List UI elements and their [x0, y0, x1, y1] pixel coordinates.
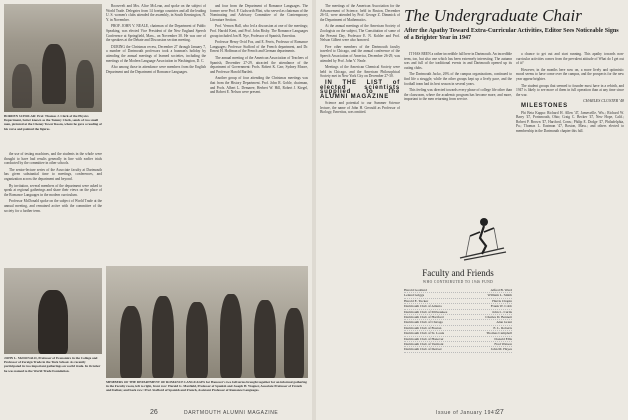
mcdonald-portrait: [4, 268, 102, 354]
list-item-name: Dartmouth Club of Denver: [404, 347, 442, 352]
paragraph: The senior-lecture series of the Associate faculty at Dartmouth has given substantial time to meetings, conferences, and organization across the department and beyond.: [4, 167, 102, 181]
faculty-friends-subtitle: WHO CONTRIBUTED TO 1946 FUND: [422, 280, 494, 284]
list-item: [404, 347, 512, 352]
paragraph: IT HAS BEEN a rather incredible fall here in Dartmouth. An incredible term, too, but also one which has been extremely interesting. The autumn was and full of the traditional events in and Dartmouth opened up its outing clubs.: [404, 52, 512, 70]
list-item-name: Harold E. Tucker: [404, 298, 429, 303]
left-col-2: [106, 4, 206, 264]
faculty-friends-heading: Faculty and Friends: [422, 268, 494, 278]
paragraph: The meetings of the American Association for the Advancement of Science, held in Boston, December 26-31, were attended by Prof. George Z. Dimmick of the Department of Mathematics.: [320, 4, 400, 22]
article-deck: After the Apathy Toward Extra-Curricular Activities, Editor Sees Noticeable Signs of a Brighter Year in 1947: [404, 28, 619, 42]
list-item-name: John M. Hayes: [490, 347, 512, 352]
paragraph: and four from the Department of Romance Languages. The former were Prof. F. Cudworth Flint, who served as chairman of the Nominating and Advisory Committee of the Contemporary Literature Section.: [210, 4, 308, 22]
skier-illustration: [456, 214, 508, 262]
list-item-name: William L. Smith: [487, 293, 512, 298]
list-item-name: E. L. Roberts: [493, 325, 512, 330]
paragraph: Roosevelt and Mrs. Alice McLean, and spoke on the subject of World Trade. Delegates from 14 foreign countries and all the leading U. S. women's clubs attended the assembly, in South Kensington, N. Y. in November.: [106, 4, 206, 22]
faculty-friends-list: [404, 288, 512, 353]
milestones-text: Phi Beta Kappa: Richard H. Allen '47, Jamesville, Wis.; Richard W. Barry '47, Portsmouth, Ohio; Craig C. Becker '47, New Hope, Calif.; Robert P. Brown '47, Hartford, Conn.; Philip E. Dodge '47, Philadelphia, Pa.; Thomas L. Eastman '47, Boston, Mass.; and others elected to membership in the Dartmouth chapter this fall.: [516, 110, 624, 133]
left-page-footer: DARTMOUTH ALUMNI MAGAZINE: [184, 410, 279, 416]
list-item-name: Fred Watson: [494, 342, 512, 347]
list-item-name: Leland Griggs: [404, 293, 425, 298]
photo-caption: BORDEN SCHOLAR: Prof. Thomas J. Clark of the Physics Department, better known as the Tommy Clark, sends of two small men, pictured at the Cheney Tower Room, where he gave a reading of his verse and painted the figures.: [4, 114, 102, 131]
right-page-footer: Issue of January 1947: [436, 410, 498, 416]
paragraph: Five other members of the Dartmouth faculty traveled to Chicago, and the annual conference of the Speech Association of America, December 26-29, was attended by Prof. John V. Neale.: [320, 44, 400, 63]
paragraph: Meetings of the American Chemical Society were held in Chicago, and the American Philosophical Society met in New York City on December 27-30.: [320, 65, 400, 79]
right-page-number: 27: [496, 409, 504, 416]
right-col-1: [320, 4, 400, 404]
list-item-name: Frank W. Cobb: [490, 304, 512, 309]
paragraph: The student groups that seemed to founder most have in a rebirth, and 1947 is likely to see more of them in full operation than at any time since the war.: [516, 83, 624, 97]
page-title: The Undergraduate Chair: [404, 6, 582, 25]
right-page: [316, 0, 628, 420]
paragraph: The annual meeting of the American Association of Teachers of Spanish, December 27-29, attracted the attendance of the department of Government: Profs. Robert K. Carr, Sydney Moore, and Professor Harold Bartlett.: [210, 55, 308, 74]
paragraph: PROF. JOHN V. NEALE, chairman of the Department of Public Speaking, was elected Vice President of the New England Speech Conference at Springfield, Mass., on November 30. He was one of the speakers at the Debate and Discussion section meeting.: [106, 24, 206, 43]
paragraph: a chance to get out and start running. This apathy towards non-curricular activities comes from the prevalent attitude of What do I get out of it?: [516, 52, 624, 66]
list-item-name: Alfred B. Ward: [490, 288, 512, 292]
scholar-photo: [4, 4, 102, 112]
paragraph: Another group of four attending the Christmas meetings was that from the History Department. Prof. John R. Goble, chairman, and Profs. Albert L. Demaree, Herbert W. Hill, Robert J. Kiegel, and Robert E. Nelson were present.: [210, 76, 308, 95]
list-item-name: Charles D. Bennett: [485, 315, 512, 320]
left-col-1: [4, 152, 102, 264]
list-item-name: Dartmouth Club of Vermont: [404, 342, 444, 347]
left-col-3: [210, 4, 308, 264]
list-item-name: Dartmouth Club of Atlanta: [404, 304, 442, 309]
list-item-name: Dartmouth Club of St. Louis: [404, 331, 445, 336]
paragraph: Prof. Vernon Hall, who led a discussion at one of the meetings; Prof. Harold Kent, and Prof. John Bixby. The Romance Languages group included Jon H. Nye, Professor of Spanish, Emeritus.: [210, 24, 308, 38]
article-author: CHARLES CLUSTER '48: [583, 98, 624, 104]
paragraph: However, in the months here now on, a more lively and optimistic mood seems to have come over the campus, and the prospects for the new year appear brighter.: [516, 67, 624, 81]
left-page: [0, 0, 312, 420]
left-page-number: 26: [150, 409, 158, 416]
list-item-name: Dartmouth Club of Hanover: [404, 336, 444, 341]
paragraph: Professor Henry Ovid Fox, and E. Ferris, Professor of Romance Languages; Professor Stafford of the French department, and Dr. Ernest H. Hoffman of the French and German departments.: [210, 40, 308, 54]
right-col-3: [516, 52, 624, 402]
milestones-heading: MILESTONES: [521, 102, 568, 109]
list-item-name: Donald Ellis: [494, 336, 512, 341]
list-item-name: Dartmouth Club of Hartford: [404, 315, 444, 320]
list-item-name: John L. Curtis: [492, 309, 512, 314]
list-item-name: Dartmouth Club of Chicago: [404, 320, 444, 325]
science-list-heading: IN THE LIST of elected scientists supplied to the ALUMNI MAGAZINE: [320, 79, 400, 100]
list-item-name: Dartmouth Club of Boston: [404, 325, 442, 330]
paragraph: At the annual meetings of the American Society of Zoologists on the subject, The Constitution of some of the Present Day, Professor E. N. Kohler and Prof. Nelson Gilbert were also honored.: [320, 24, 400, 43]
list-item-name: Harris Chapin: [492, 298, 512, 303]
paragraph: Professor McDonald spoke on the subject of World Trade at the annual meeting, and remained active with the committee of the society for a further term.: [4, 199, 102, 213]
paragraph: the use of testing machines, and the students in the whole were thought to have had results generally in line with earlier trials conducted by the committee in other schools.: [4, 152, 102, 166]
list-item-name: Alan Grant: [496, 320, 512, 325]
list-item-name: Harold Goddard: [404, 288, 427, 292]
paragraph: Also among those in attendance were members from the English Department and the Department of Romance Languages.: [106, 65, 206, 74]
paragraph: By invitation, several members of the department were asked to speak at regional gatherings and share their views on the place of the Romance Languages in the modern curriculum.: [4, 183, 102, 197]
group-photo-caption: MEMBERS OF THE DEPARTMENT OF ROMANCE LANGUAGES for Hanover's two fall terms brought together for an informal gathering in the Faculty room, left to right, front row: Harold G. Maxfield, Professor of Spanish and Joseph H. Wagner, Associate Professor of French and Italian; and back row: Prof. Stafford of Spanish and French, Assistant Professor of Romance Languages.: [106, 380, 307, 393]
list-item-name: Thomas Campbell: [486, 331, 512, 336]
paragraph: This feeling was directed towards every phase of college life other than the classroom, where the academic program has become more, and more, important to the men returning from service.: [404, 88, 512, 102]
paragraph: DURING the Christmas recess, December 27 through January 7, a number of Dartmouth professors took a busman's holiday by attending the annual meetings of learned societies, including the meetings of the Modern Language Association in Washington, D. C.: [106, 44, 206, 63]
paragraph: Science and potential to our Summer Science lecture, the name of John H. Gerould as Professor of Biology, Emeritus, was omitted.: [320, 101, 400, 115]
list-item-name: Dartmouth Club of Milwaukee: [404, 309, 448, 314]
faculty-group-photo: [106, 266, 308, 378]
paragraph: The Dartmouth Jacko, 26% of the campus organizations, continued to find life a struggle, while the other groups kept up a lively pace, and the football team had its best season in several years.: [404, 72, 512, 86]
portrait-caption: JOHN L. McDONALD, Professor of Economics in the College and Professor of Foreign Trade in the Tuck School. As recently participated in two important gatherings on world trade. In October he was named to the World Trade Foundation.: [4, 356, 101, 373]
